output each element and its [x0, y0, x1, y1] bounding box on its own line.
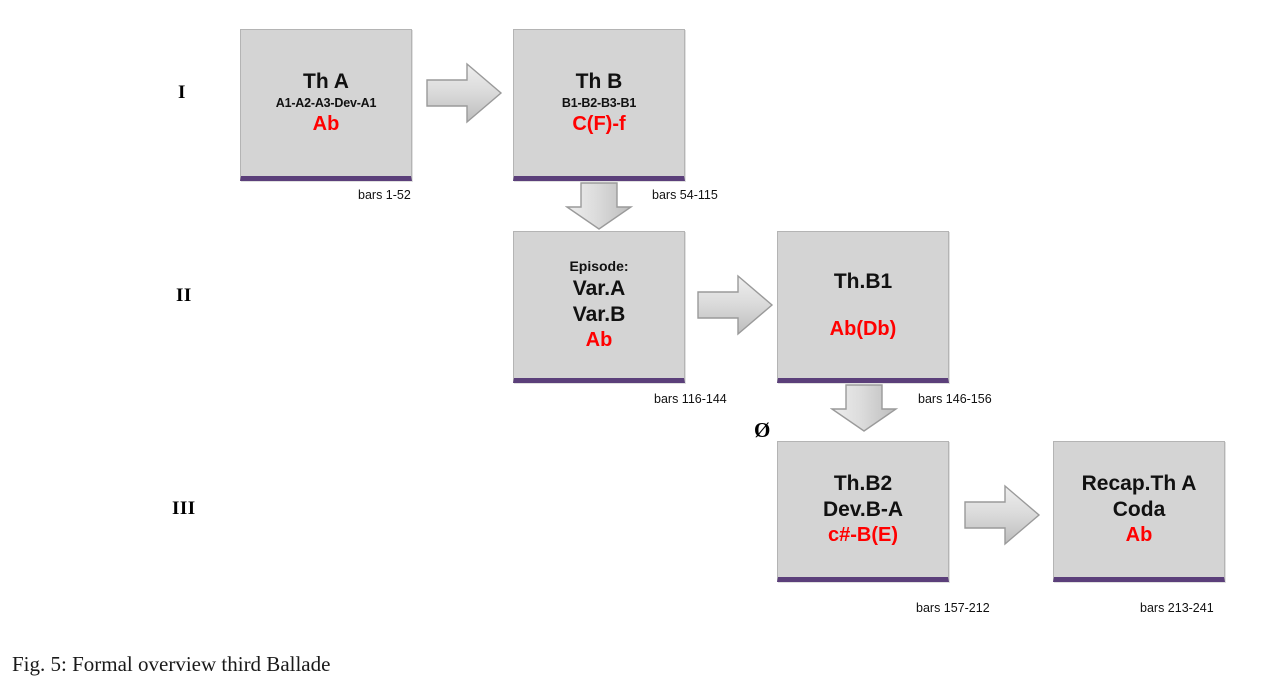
bars-label-theme-b1: bars 146-156	[918, 392, 992, 406]
figure-caption: Fig. 5: Formal overview third Ballade	[12, 652, 331, 676]
arrow-tha-to-thb	[425, 60, 503, 131]
box-theme-a-title: Th A	[303, 70, 349, 93]
box-recap-subtitle: Coda	[1112, 498, 1166, 521]
box-theme-b	[513, 29, 685, 181]
box-recap-theme-a	[1053, 441, 1225, 582]
box-episode-line2: Var.B	[572, 303, 626, 326]
row-numeral-iii: III	[172, 498, 196, 519]
box-theme-b1-key: Ab(Db)	[829, 317, 897, 340]
box-theme-b1	[777, 231, 949, 383]
box-theme-b2	[777, 441, 949, 582]
box-theme-b1-title: Th.B1	[833, 269, 893, 293]
box-theme-a-subtitle: A1-A2-A3-Dev-A1	[275, 96, 377, 110]
arrow-thb2-to-recap	[963, 482, 1041, 553]
bars-label-theme-b: bars 54-115	[652, 188, 718, 202]
bars-label-theme-b2: bars 157-212	[916, 601, 990, 615]
null-symbol: Ø	[754, 418, 771, 442]
box-theme-b2-title: Th.B2	[833, 472, 893, 495]
box-theme-b-key: C(F)-f	[572, 113, 626, 135]
box-recap-title: Recap.Th A	[1081, 472, 1197, 495]
row-numeral-ii: II	[176, 285, 192, 306]
row-numeral-i: I	[178, 82, 186, 103]
box-recap-key: Ab	[1125, 524, 1153, 546]
box-theme-a-key: Ab	[312, 113, 340, 135]
box-theme-b2-subtitle: Dev.B-A	[822, 498, 904, 521]
box-theme-b-subtitle: B1-B2-B3-B1	[561, 96, 637, 110]
box-episode-line1: Var.A	[572, 277, 626, 300]
box-theme-b-title: Th B	[575, 70, 623, 93]
bars-label-episode: bars 116-144	[654, 392, 727, 406]
box-episode-key: Ab	[585, 329, 613, 351]
box-theme-a	[240, 29, 412, 181]
arrow-thb-to-episode	[565, 181, 635, 236]
box-theme-b2-key: c#-B(E)	[827, 524, 898, 546]
box-episode	[513, 231, 685, 383]
bars-label-theme-a: bars 1-52	[358, 188, 411, 202]
arrow-thb1-to-thb2	[830, 383, 900, 438]
bars-label-recap: bars 213-241	[1140, 601, 1214, 615]
box-episode-label: Episode:	[569, 258, 629, 274]
arrow-episode-to-thb1	[696, 272, 774, 343]
